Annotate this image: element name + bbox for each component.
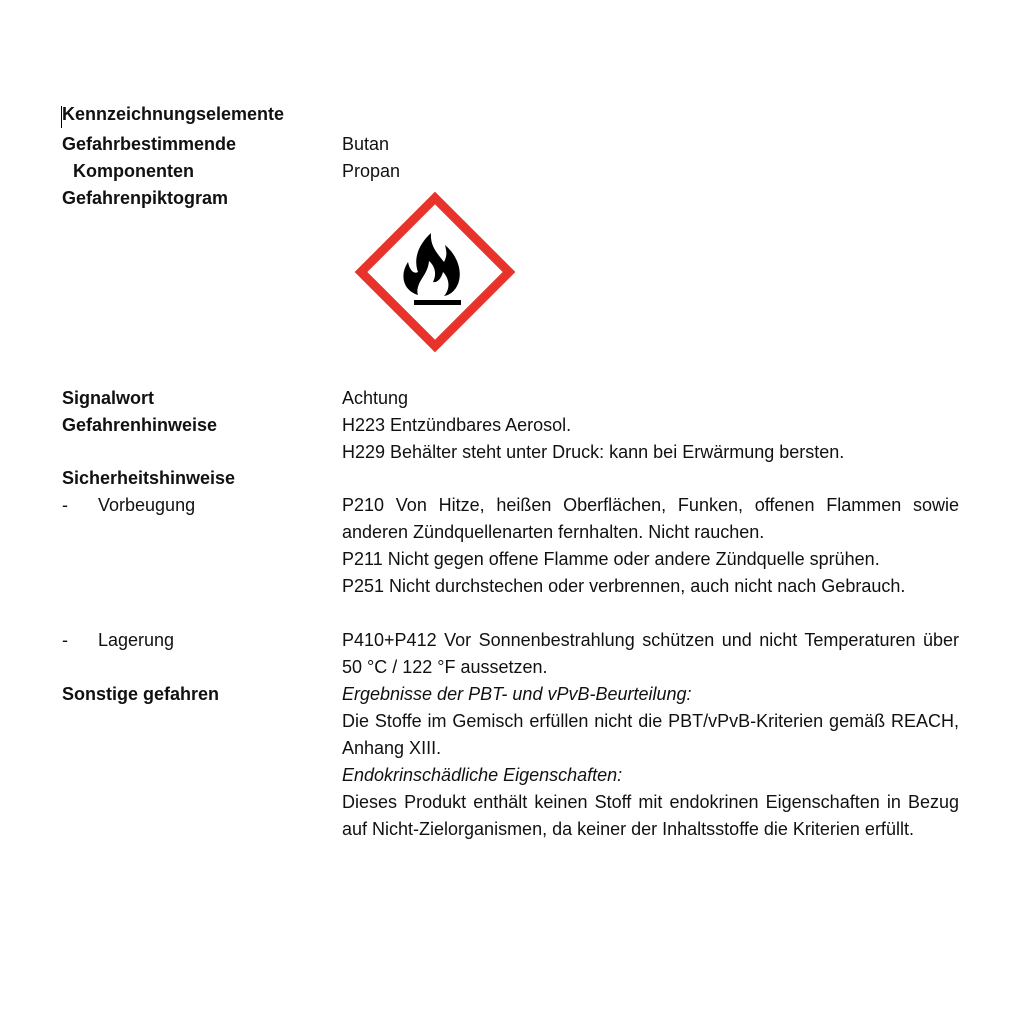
- signal-value: Achtung: [342, 388, 409, 408]
- precautionary-statement: P410+P412 Vor Sonnenbestrahlung schützen und nicht Temperaturen über 50 °C / 122 °F aussetzen.: [342, 630, 959, 677]
- hazard-statement: H229 Behälter steht unter Druck: kann bei Erwärmung bersten.: [342, 442, 845, 462]
- list-dash: -: [62, 630, 68, 650]
- hazard-statement: H223 Entzündbares Aerosol.: [342, 415, 572, 435]
- precautionary-statement: P251 Nicht durchstechen oder verbrennen, auch nicht nach Gebrauch.: [342, 576, 906, 596]
- pbt-heading: Ergebnisse der PBT- und vPvB-Beurteilung:: [342, 684, 692, 704]
- component-value: Butan: [342, 134, 390, 154]
- endocrine-text: Dieses Produkt enthält keinen Stoff mit endokrinen Eigenschaften in Bezug auf Nicht-Zielorganismen, da keiner der Inhaltsstoffe die Kriterien erfüllt.: [342, 792, 959, 839]
- hazard-label: Gefahrenhinweise: [62, 415, 218, 435]
- list-dash: -: [62, 495, 68, 515]
- precautionary-statement: P210 Von Hitze, heißen Oberflächen, Funken, offenen Flammen sowie anderen Zündquellenarten fernhalten. Nicht rauchen.: [342, 495, 959, 542]
- pbt-text: Die Stoffe im Gemisch erfüllen nicht die PBT/vPvB-Kriterien gemäß REACH, Anhang XIII.: [342, 711, 959, 758]
- components-label-line2: Komponenten: [73, 161, 194, 181]
- prevention-label: Vorbeugung: [98, 495, 196, 515]
- components-label: Gefahrbestimmende: [62, 134, 237, 154]
- endocrine-heading: Endokrinschädliche Eigenschaften:: [342, 765, 623, 785]
- safety-label: Sicherheitshinweise: [62, 468, 236, 488]
- component-value: Propan: [342, 161, 401, 181]
- precautionary-statement: P211 Nicht gegen offene Flamme oder andere Zündquelle sprühen.: [342, 549, 880, 569]
- signal-label: Signalwort: [62, 388, 155, 408]
- other-hazards-label: Sonstige gefahren: [62, 684, 220, 704]
- pictogram-label: Gefahrenpiktogram: [62, 188, 229, 208]
- ghs02-flame-icon: [355, 192, 515, 352]
- section-heading: Kennzeichnungselemente: [62, 104, 285, 124]
- storage-label: Lagerung: [98, 630, 175, 650]
